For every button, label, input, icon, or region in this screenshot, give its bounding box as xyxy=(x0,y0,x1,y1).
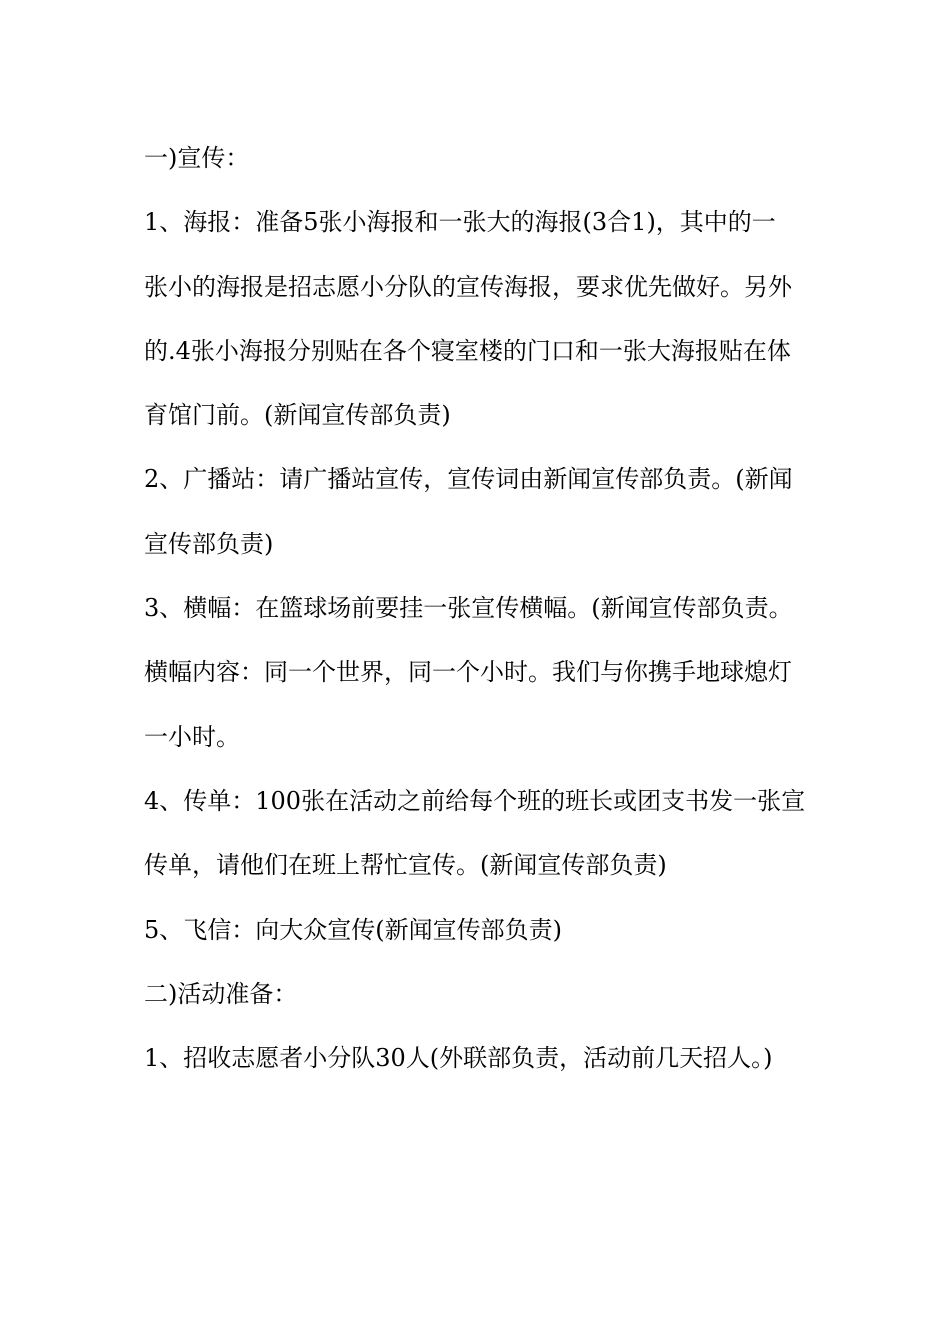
paragraph-line: 宣传部负责) xyxy=(144,529,274,558)
section-heading-publicity: 一)宣传： xyxy=(144,144,250,172)
paragraph-line: 横幅内容：同一个世界，同一个小时。我们与你携手地球熄灯 xyxy=(144,658,792,687)
paragraph-line: 育馆门前。(新闻宣传部负责) xyxy=(144,401,451,430)
paragraph-line: 5、飞信：向大众宣传(新闻宣传部负责) xyxy=(144,915,562,944)
document-body xyxy=(144,126,808,1090)
paragraph-line: 3、横幅：在篮球场前要挂一张宣传横幅。(新闻宣传部负责。 xyxy=(144,594,793,623)
paragraph-line: 2、广播站：请广播站宣传，宣传词由新闻宣传部负责。(新闻 xyxy=(144,465,793,494)
paragraph-line: 传单，请他们在班上帮忙宣传。(新闻宣传部负责) xyxy=(144,851,667,880)
paragraph-line: 的.4张小海报分别贴在各个寝室楼的门口和一张大海报贴在体 xyxy=(144,336,791,365)
paragraph-line: 4、传单：100张在活动之前给每个班的班长或团支书发一张宣 xyxy=(144,786,806,815)
paragraph-line: 1、海报：准备5张小海报和一张大的海报(3合1)，其中的一 xyxy=(144,208,776,237)
paragraph-line: 张小的海报是招志愿小分队的宣传海报，要求优先做好。另外 xyxy=(144,272,792,301)
section-heading-preparation: 二)活动准备： xyxy=(144,979,298,1008)
paragraph-line: 一小时。 xyxy=(144,722,240,751)
paragraph-line: 1、招收志愿者小分队30人(外联部负责，活动前几天招人。) xyxy=(144,1044,773,1073)
